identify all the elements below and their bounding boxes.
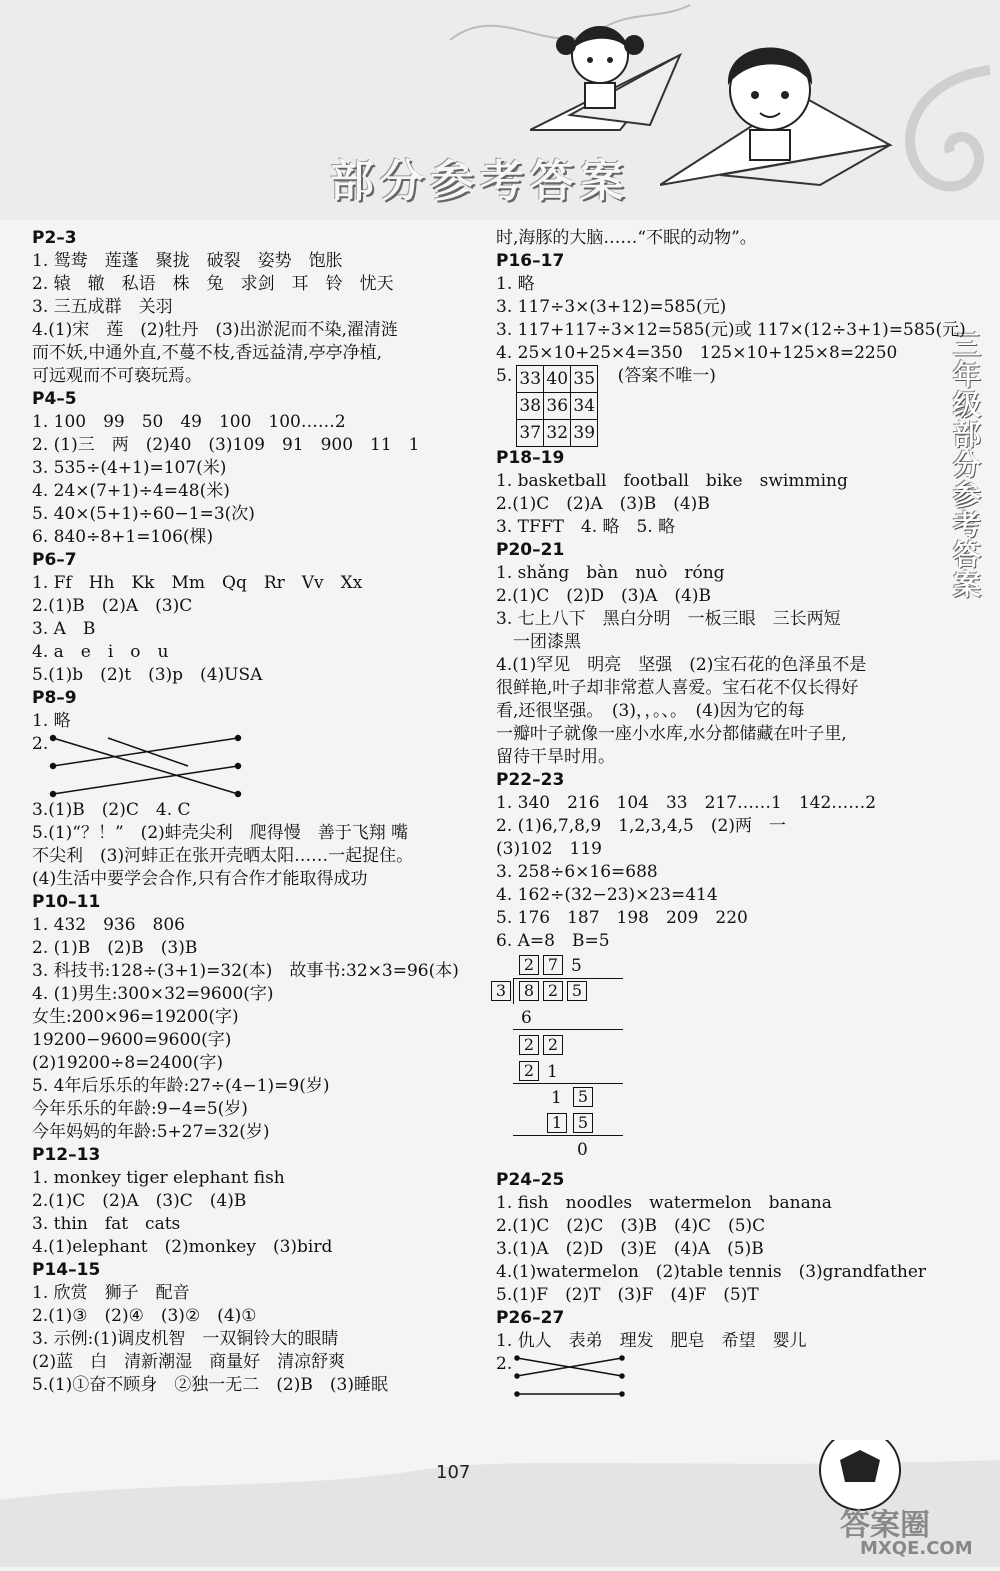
answer-text: 5.(1)“？！” (2)蚌壳尖利 爬得慢 善于飞翔 嘴 xyxy=(32,823,409,843)
answer-line xyxy=(32,296,462,319)
answer-text: 2. (1)6,7,8,9 1,2,3,4,5 (2)两 一 xyxy=(496,816,786,836)
answer-text: 3. 535÷(4+1)=107(米) xyxy=(32,458,227,478)
answer-line xyxy=(496,838,956,861)
answer-line xyxy=(496,342,956,365)
section-heading xyxy=(32,687,462,710)
answer-line xyxy=(496,365,956,447)
answer-text: 1. basketball football bike swimming xyxy=(496,471,848,491)
answer-text: 2.(1)C (2)A (3)B (4)B xyxy=(496,494,710,514)
magic-square-grid xyxy=(516,365,598,447)
answer-line xyxy=(496,296,956,319)
answer-text: P14–15 xyxy=(32,1260,101,1280)
answer-line xyxy=(32,914,462,937)
digit-box: 2 xyxy=(519,955,539,975)
answer-text: P6–7 xyxy=(32,550,77,570)
answer-text: 2. (1)三 两 (2)40 (3)109 91 900 11 1 xyxy=(32,435,420,455)
grid-cell: 32 xyxy=(544,420,571,447)
answer-line xyxy=(496,273,956,296)
answer-text: 5.(1)①奋不顾身 ②独一无二 (2)B (3)睡眠 xyxy=(32,1375,388,1395)
answer-line xyxy=(32,733,462,799)
digit: 6 xyxy=(521,1008,532,1028)
answer-line xyxy=(32,710,462,733)
answer-line xyxy=(496,792,956,815)
digit-box: 7 xyxy=(543,955,563,975)
answer-line xyxy=(32,983,462,1006)
answer-text: 很鲜艳,叶子却非常惹人喜爱。宝石花不仅长得好 xyxy=(496,678,859,698)
answer-line xyxy=(496,1284,956,1307)
answer-text: 2.(1)C (2)A (3)C (4)B xyxy=(32,1191,247,1211)
digit: 1 xyxy=(547,1062,558,1082)
answer-line xyxy=(32,937,462,960)
grid-cell: 34 xyxy=(571,393,598,420)
answer-text: 1. 略 xyxy=(32,711,71,731)
answer-line xyxy=(496,723,956,746)
answer-text: 3. A B xyxy=(32,619,96,639)
page-header xyxy=(0,0,1000,220)
answer-line xyxy=(32,1374,462,1397)
division-line xyxy=(513,1135,623,1136)
answer-line xyxy=(32,319,462,342)
matching-lines-diagram xyxy=(48,733,248,799)
answer-text: 时,海豚的大脑……“不眠的动物”。 xyxy=(496,228,757,248)
answer-line xyxy=(496,608,956,631)
answer-text: 1. 欣赏 狮子 配音 xyxy=(32,1283,190,1303)
answer-text: P4–5 xyxy=(32,389,77,409)
answer-text: 3. 科技书:128÷(3+1)=32(本) 故事书:32×3=96(本) xyxy=(32,961,459,981)
answer-column-left xyxy=(32,227,462,1397)
answer-text: 1. 仇人 表弟 理发 肥皂 希望 婴儿 xyxy=(496,1331,807,1351)
digit-box: 2 xyxy=(519,1035,539,1055)
digit-box: 3 xyxy=(491,981,511,1001)
answer-text: 1. Ff Hh Kk Mm Qq Rr Vv Xx xyxy=(32,573,363,593)
answer-line xyxy=(496,930,956,953)
digit-box: 2 xyxy=(543,1035,563,1055)
answer-line xyxy=(32,1236,462,1259)
grid-cell: 40 xyxy=(544,366,571,393)
answer-line xyxy=(32,1006,462,1029)
answer-line xyxy=(32,1167,462,1190)
answer-text: 2.(1)B (2)A (3)C xyxy=(32,596,193,616)
section-heading xyxy=(32,1259,462,1282)
answer-text: 5. 176 187 198 209 220 xyxy=(496,908,748,928)
answer-line xyxy=(32,434,462,457)
answer-text: 3. 三五成群 关羽 xyxy=(32,297,173,317)
answer-text: 3. 七上八下 黑白分明 一板三眼 三长两短 xyxy=(496,609,841,629)
digit: 0 xyxy=(577,1140,588,1160)
answer-text: 3.(1)A (2)D (3)E (4)A (5)B xyxy=(496,1239,764,1259)
answer-text: 2.(1)③ (2)④ (3)② (4)① xyxy=(32,1306,257,1326)
answer-line xyxy=(32,526,462,549)
watermark-logo: 答案圈 xyxy=(840,1508,930,1543)
section-heading xyxy=(32,549,462,572)
answer-line xyxy=(496,585,956,608)
answer-line xyxy=(496,884,956,907)
answer-line xyxy=(32,572,462,595)
answer-text: P24–25 xyxy=(496,1170,565,1190)
answer-text: 看,还很坚强。 (3)，，。、。 (4)因为它的每 xyxy=(496,701,805,721)
grid-cell: 39 xyxy=(571,420,598,447)
section-heading xyxy=(496,447,956,470)
answer-text: P10–11 xyxy=(32,892,101,912)
answer-line xyxy=(32,503,462,526)
answer-text: 4.(1)elephant (2)monkey (3)bird xyxy=(32,1237,333,1257)
answer-line xyxy=(496,700,956,723)
answer-line xyxy=(496,1353,956,1399)
section-heading xyxy=(496,769,956,792)
answer-line xyxy=(32,480,462,503)
answer-line xyxy=(32,595,462,618)
section-heading xyxy=(32,388,462,411)
answer-text: 2. xyxy=(496,1354,513,1374)
digit-box: 2 xyxy=(519,1061,539,1081)
answer-line xyxy=(32,845,462,868)
answer-text: 3. TFFT 4. 略 5. 略 xyxy=(496,517,676,537)
answer-text: 3.(1)B (2)C 4. C xyxy=(32,800,191,820)
answer-line xyxy=(32,960,462,983)
section-heading xyxy=(32,891,462,914)
answer-text: 1. shǎng bàn nuò róng xyxy=(496,563,725,583)
answer-text: 4. a e i o u xyxy=(32,642,169,662)
answer-text: (4)生活中要学会合作,只有合作才能取得成功 xyxy=(32,869,368,889)
answer-text: 4. 162÷(32−23)×23=414 xyxy=(496,885,718,905)
answer-line xyxy=(496,746,956,769)
answer-text: 2. xyxy=(32,734,49,754)
grid-cell: 38 xyxy=(517,393,544,420)
grid-cell: 35 xyxy=(571,366,598,393)
answer-text: 5. 4年后乐乐的年龄:27÷(4−1)=9(岁) xyxy=(32,1076,330,1096)
answer-line xyxy=(32,618,462,641)
answer-line xyxy=(32,1098,462,1121)
watermark-url: MXQE.COM xyxy=(860,1538,973,1559)
answer-text: 5. xyxy=(496,366,513,386)
answer-text: 1. 340 216 104 33 217……1 142……2 xyxy=(496,793,877,813)
answer-text: P8–9 xyxy=(32,688,77,708)
answer-line xyxy=(32,641,462,664)
section-heading xyxy=(496,1169,956,1192)
answer-text: P20–21 xyxy=(496,540,565,560)
answer-line xyxy=(496,493,956,516)
division-line xyxy=(513,1083,623,1084)
section-heading xyxy=(32,227,462,250)
answer-text: 3. 示例:(1)调皮机智 一双铜铃大的眼睛 xyxy=(32,1329,339,1349)
answer-line xyxy=(32,1190,462,1213)
answer-line xyxy=(32,822,462,845)
answer-text: 今年乐乐的年龄:9−4=5(岁) xyxy=(32,1099,248,1119)
digit-box: 5 xyxy=(573,1087,593,1107)
answer-text: P26–27 xyxy=(496,1308,565,1328)
answer-text: 1. monkey tiger elephant fish xyxy=(32,1168,285,1188)
answer-text: P18–19 xyxy=(496,448,565,468)
answer-line xyxy=(32,1075,462,1098)
answer-line xyxy=(32,250,462,273)
answer-line xyxy=(496,562,956,585)
digit: 5 xyxy=(571,956,582,976)
answer-text: 女生:200×96=19200(字) xyxy=(32,1007,239,1027)
division-bracket xyxy=(513,978,514,1004)
answer-line xyxy=(32,1029,462,1052)
answer-text: P22–23 xyxy=(496,770,565,790)
answer-text: 3. 117+117÷3×12=585(元)或 117×(12÷3+1)=585(元) xyxy=(496,320,966,340)
boy-on-paper-plane-icon xyxy=(660,35,900,190)
answer-line xyxy=(496,319,966,342)
answer-line xyxy=(32,799,462,822)
answer-text: 4.(1)watermelon (2)table tennis (3)grandfather xyxy=(496,1262,927,1282)
answer-line xyxy=(496,516,956,539)
answer-text: 可远观而不可亵玩焉。 xyxy=(32,366,202,386)
answer-text: 6. 840÷8+1=106(棵) xyxy=(32,527,214,547)
grid-cell: 33 xyxy=(517,366,544,393)
answer-line xyxy=(496,654,956,677)
grid-cell: 36 xyxy=(544,393,571,420)
answer-text: P16–17 xyxy=(496,251,565,271)
answer-text: 2. (1)B (2)B (3)B xyxy=(32,938,198,958)
answer-line xyxy=(32,1213,462,1236)
answer-line xyxy=(496,1238,956,1261)
answer-line xyxy=(496,861,956,884)
answer-line xyxy=(496,907,956,930)
answer-text: 19200−9600=9600(字) xyxy=(32,1030,232,1050)
long-division-diagram xyxy=(491,953,956,1169)
side-tab-label: 三年级部分参考答案 xyxy=(949,330,982,600)
digit-box: 5 xyxy=(573,1113,593,1133)
page-title: 部分参考答案 xyxy=(330,156,630,207)
answer-text: 4. (1)男生:300×32=9600(字) xyxy=(32,984,274,1004)
answer-line xyxy=(496,1192,956,1215)
answer-text: 2. 辕 辙 私语 株 兔 求剑 耳 铃 忧天 xyxy=(32,274,394,294)
answer-text: 4.(1)宋 莲 (2)牡丹 (3)出淤泥而不染,濯清涟 xyxy=(32,320,398,340)
answer-text: 5.(1)b (2)t (3)p (4)USA xyxy=(32,665,263,685)
answer-text: 3. 258÷6×16=688 xyxy=(496,862,658,882)
section-heading xyxy=(496,250,956,273)
answer-line xyxy=(496,631,956,654)
answer-line xyxy=(32,1121,462,1144)
digit: 1 xyxy=(551,1088,562,1108)
answer-line xyxy=(496,227,956,250)
answer-text: 3. thin fat cats xyxy=(32,1214,181,1234)
answer-text: 1. 略 xyxy=(496,274,535,294)
answer-text: 1. 鸳鸯 莲蓬 聚拢 破裂 姿势 饱胀 xyxy=(32,251,343,271)
answer-line xyxy=(496,1261,956,1284)
answer-note: (答案不唯一) xyxy=(612,366,716,386)
answer-line xyxy=(32,457,462,480)
answer-text: 5.(1)F (2)T (3)F (4)F (5)T xyxy=(496,1285,759,1305)
answer-line xyxy=(32,1328,462,1351)
digit-box: 5 xyxy=(567,981,587,1001)
digit-box: 1 xyxy=(547,1113,567,1133)
answer-line xyxy=(32,411,462,434)
answer-line xyxy=(496,1330,956,1353)
answer-line xyxy=(32,365,462,388)
answer-line xyxy=(32,1282,462,1305)
page-number: 107 xyxy=(436,1462,471,1483)
division-line xyxy=(513,1029,623,1030)
answer-line xyxy=(496,815,956,838)
matching-lines-diagram xyxy=(512,1353,632,1399)
answer-text: 一团漆黑 xyxy=(496,632,581,652)
answer-line xyxy=(496,677,956,700)
answer-line xyxy=(32,664,462,687)
answer-text: 1. fish noodles watermelon banana xyxy=(496,1193,832,1213)
answer-text: 4.(1)罕见 明亮 坚强 (2)宝石花的色泽虽不是 xyxy=(496,655,867,675)
answer-line xyxy=(32,1351,462,1374)
answer-text: 今年妈妈的年龄:5+27=32(岁) xyxy=(32,1122,270,1142)
section-heading xyxy=(496,539,956,562)
answer-text: 4. 25×10+25×4=350 125×10+125×8=2250 xyxy=(496,343,898,363)
answer-text: 一瓣叶子就像一座小水库,水分都储藏在叶子里, xyxy=(496,724,847,744)
answer-line xyxy=(32,1305,462,1328)
digit-box: 2 xyxy=(543,981,563,1001)
answer-text: (2)19200÷8=2400(字) xyxy=(32,1053,223,1073)
answer-line xyxy=(496,1215,956,1238)
answer-line xyxy=(32,868,462,891)
answer-text: 不尖利 (3)河蚌正在张开壳晒太阳……一起捉住。 xyxy=(32,846,414,866)
answer-text: P2–3 xyxy=(32,228,77,248)
answer-text: 6. A=8 B=5 xyxy=(496,931,610,951)
answer-text: (2)蓝 白 清新潮湿 商量好 清凉舒爽 xyxy=(32,1352,346,1372)
answer-line xyxy=(32,1052,462,1075)
digit-box: 8 xyxy=(519,981,539,1001)
answer-text: 5. 40×(5+1)÷60−1=3(次) xyxy=(32,504,255,524)
section-heading xyxy=(496,1307,956,1330)
answer-line xyxy=(496,470,956,493)
answer-text: (3)102 119 xyxy=(496,839,602,859)
answer-text: P12–13 xyxy=(32,1145,101,1165)
answer-text: 2.(1)C (2)D (3)A (4)B xyxy=(496,586,711,606)
answer-text: 3. 117÷3×(3+12)=585(元) xyxy=(496,297,727,317)
answer-text: 而不妖,中通外直,不蔓不枝,香远益清,亭亭净植, xyxy=(32,343,383,363)
section-heading xyxy=(32,1144,462,1167)
answer-text: 4. 24×(7+1)÷4=48(米) xyxy=(32,481,230,501)
answer-text: 留待干旱时用。 xyxy=(496,747,615,767)
answer-line xyxy=(32,273,462,296)
answer-line xyxy=(32,342,462,365)
answer-text: 1. 100 99 50 49 100 100……2 xyxy=(32,412,346,432)
grid-cell: 37 xyxy=(517,420,544,447)
answer-text: 2.(1)C (2)C (3)B (4)C (5)C xyxy=(496,1216,766,1236)
division-line xyxy=(513,978,623,979)
answer-text: 1. 432 936 806 xyxy=(32,915,185,935)
